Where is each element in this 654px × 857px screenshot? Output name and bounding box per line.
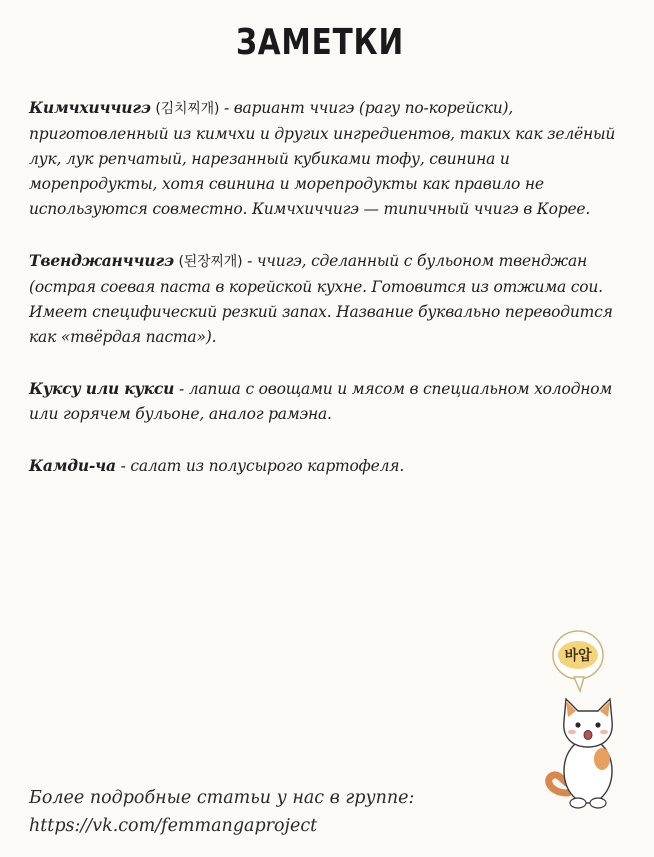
note-definition: - ччигэ, сделанный с бульоном твенджан (острая соевая паста в корейской кухне. Готовится из отжима сои. Имеет специфический резкий запах. Название буквально переводится как «твёрдая паста»). <box>29 252 613 346</box>
note-hangul: (된장찌개) <box>178 254 243 270</box>
note-term: Твенджанччигэ <box>29 251 174 270</box>
footer <box>29 784 489 840</box>
footer-caption: Более подробные статьи у нас в группе: <box>29 788 415 808</box>
group-link[interactable]: https://vk.com/femmangaproject <box>29 816 318 836</box>
notes-list <box>29 95 629 505</box>
note-hangul: (김치찌개) <box>155 101 220 117</box>
note-definition: - лапша с овощами и мясом в специальном холодном или горячем бульоне, аналог рамэна. <box>29 380 613 423</box>
note-definition: - салат из полусырого картофеля. <box>115 457 405 475</box>
note-item <box>29 376 629 427</box>
note-item <box>29 453 629 479</box>
note-item <box>29 248 629 350</box>
note-term: Кимчхиччигэ <box>29 98 151 117</box>
note-definition: - вариант ччигэ (рагу по-корейски), приготовленный из кимчхи и других ингредиентов, таких как зелёный лук, лук репчатый, нарезанный кубиками тофу, свинина и морепродукты, хотя свинина и морепродукты как правило не используются совместно. Кимчхиччигэ — типичный ччигэ в Корее. <box>29 99 616 218</box>
page-title: ЗАМЕТКИ <box>235 22 405 63</box>
cat-icon <box>540 625 644 815</box>
note-item <box>29 95 629 222</box>
note-term: Куксу или кукси <box>29 379 175 398</box>
bubble-text: 바압 <box>564 648 592 664</box>
note-term: Камди-ча <box>29 456 116 475</box>
speech-bubble <box>553 631 603 691</box>
